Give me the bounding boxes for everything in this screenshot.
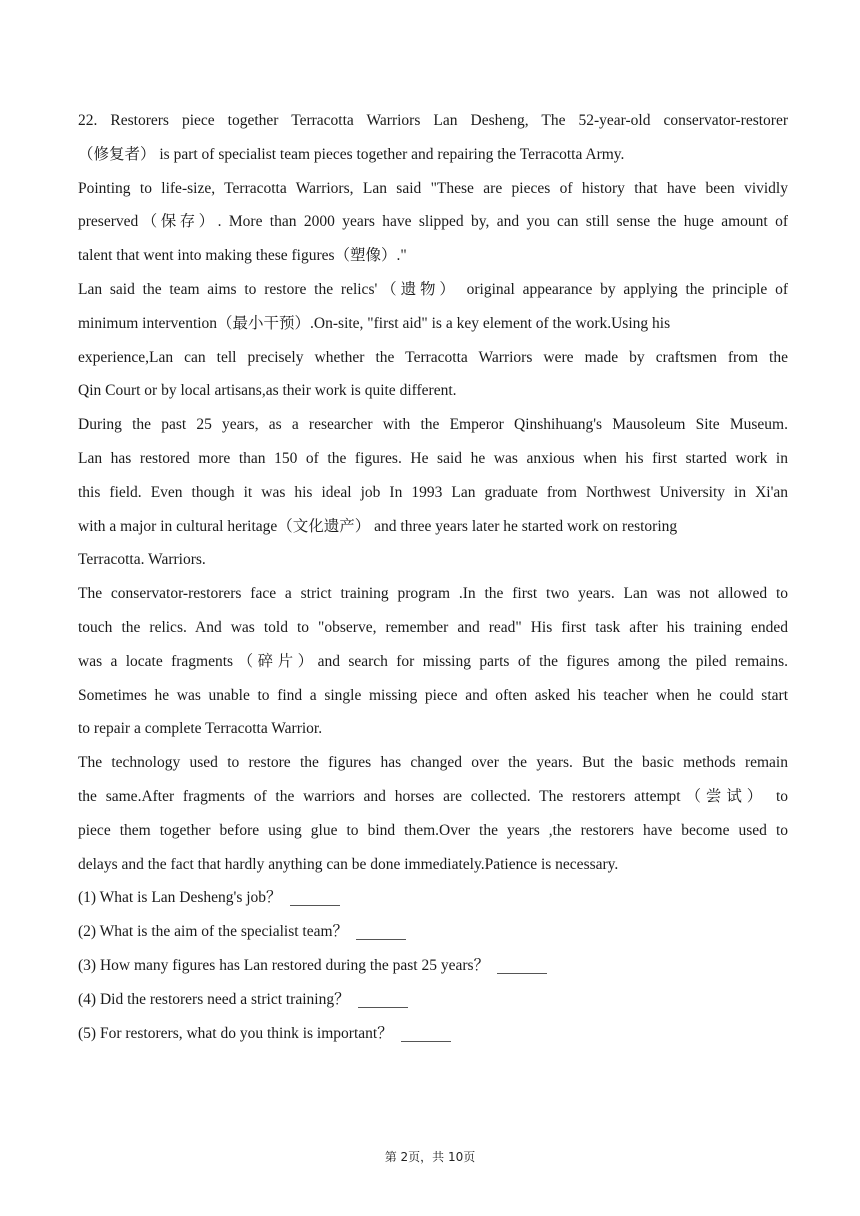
question-item bbox=[78, 915, 788, 949]
passage-line: minimum intervention（最小干预）.On-site, "first aid" is a key element of the work.Using his bbox=[78, 314, 671, 332]
passage-line: Lan said the team aims to restore the relics'（遗物） original appearance by applying the principle of bbox=[78, 280, 788, 298]
passage-line: Sometimes he was unable to find a single missing piece and often asked his teacher when he could start bbox=[78, 686, 788, 704]
passage-line: Terracotta. Warriors. bbox=[78, 551, 206, 569]
reading-passage bbox=[78, 104, 788, 881]
question-item bbox=[78, 1017, 788, 1051]
question-item bbox=[78, 881, 788, 915]
answer-blank[interactable] bbox=[290, 891, 340, 906]
question-text: (2) What is the aim of the specialist team？ bbox=[78, 923, 349, 941]
question-text: (1) What is Lan Desheng's job？ bbox=[78, 889, 282, 907]
answer-blank[interactable] bbox=[356, 925, 406, 940]
passage-line: to repair a complete Terracotta Warrior. bbox=[78, 720, 323, 738]
passage-line: During the past 25 years, as a researcher with the Emperor Qinshihuang's Mausoleum Site Museum. bbox=[78, 416, 788, 434]
passage-line: touch the relics. And was told to "observe, remember and read" His first task after his training ended bbox=[78, 618, 788, 636]
answer-blank[interactable] bbox=[358, 993, 408, 1008]
question-item bbox=[78, 983, 788, 1017]
passage-line: The technology used to restore the figures has changed over the years. But the basic methods remain bbox=[78, 754, 788, 772]
passage-line: with a major in cultural heritage（文化遗产） and three years later he started work on restoring bbox=[78, 517, 678, 535]
passage-line: （修复者） is part of specialist team pieces together and repairing the Terracotta Army. bbox=[78, 145, 625, 163]
question-text: (4) Did the restorers need a strict training？ bbox=[78, 990, 350, 1008]
passage-line: Lan has restored more than 150 of the figures. He said he was anxious when his first started work in bbox=[78, 449, 788, 467]
answer-blank[interactable] bbox=[401, 1027, 451, 1042]
passage-line: piece them together before using glue to bind them.Over the years ,the restorers have become used to bbox=[78, 821, 788, 839]
passage-line: talent that went into making these figures（塑像）." bbox=[78, 247, 407, 265]
question-text: (5) For restorers, what do you think is important？ bbox=[78, 1024, 393, 1042]
passage-line: 22. Restorers piece together Terracotta Warriors Lan Desheng, The 52-year-old conservator-restorer bbox=[78, 112, 788, 129]
answer-blank[interactable] bbox=[497, 959, 547, 974]
passage-line: Qin Court or by local artisans,as their work is quite different. bbox=[78, 382, 457, 400]
passage-line: preserved（保存）. More than 2000 years have slipped by, and you can still sense the huge amount of bbox=[78, 213, 788, 231]
page-number-footer: 第 2页，共 10页 bbox=[384, 1150, 476, 1164]
question-list bbox=[78, 881, 788, 1050]
question-text: (3) How many figures has Lan restored during the past 25 years？ bbox=[78, 956, 490, 974]
document-page bbox=[78, 104, 788, 1050]
question-item bbox=[78, 949, 788, 983]
passage-line: the same.After fragments of the warriors and horses are collected. The restorers attempt（尝试） to bbox=[78, 787, 788, 805]
passage-line: was a locate fragments（碎片）and search for missing parts of the figures among the piled remains. bbox=[78, 652, 788, 670]
passage-line: this field. Even though it was his ideal job In 1993 Lan graduate from Northwest University in Xi'an bbox=[78, 483, 788, 501]
passage-line: The conservator-restorers face a strict training program .In the first two years. Lan was not allowed to bbox=[78, 585, 788, 603]
passage-line: experience,Lan can tell precisely whether the Terracotta Warriors were made by craftsmen from the bbox=[78, 348, 788, 366]
passage-line: delays and the fact that hardly anything can be done immediately.Patience is necessary. bbox=[78, 855, 619, 873]
passage-line: Pointing to life-size, Terracotta Warriors, Lan said "These are pieces of history that have been vividly bbox=[78, 179, 788, 197]
